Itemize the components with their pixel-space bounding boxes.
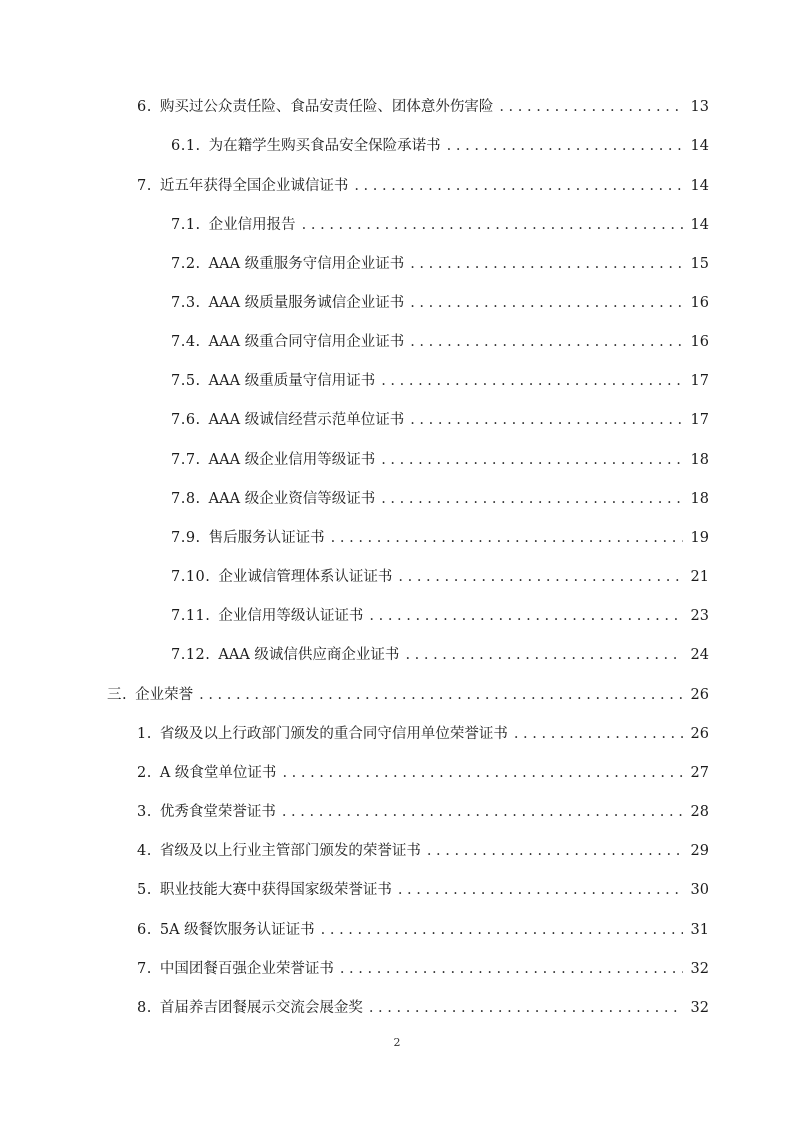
toc-entry[interactable] bbox=[171, 332, 709, 352]
toc-page: 26 bbox=[690, 687, 709, 703]
leader-dots bbox=[499, 97, 683, 117]
toc-entry[interactable] bbox=[171, 371, 709, 391]
toc-title: 售后服务认证证书 bbox=[208, 530, 325, 546]
toc-page: 23 bbox=[690, 608, 709, 624]
toc-title: AAA 级企业信用等级证书 bbox=[208, 452, 376, 468]
toc-entry[interactable] bbox=[171, 567, 709, 587]
toc-page: 29 bbox=[690, 843, 709, 859]
leader-dots bbox=[381, 371, 683, 391]
toc-page: 31 bbox=[690, 922, 709, 938]
toc-entry[interactable] bbox=[137, 763, 709, 783]
toc-number: 7. bbox=[137, 961, 152, 977]
toc-title: 为在籍学生购买食品安全保险承诺书 bbox=[208, 138, 441, 154]
leader-dots bbox=[340, 959, 683, 979]
toc-number: 7.12. bbox=[171, 647, 211, 663]
toc-number: 7.4. bbox=[171, 334, 201, 350]
toc-title: 优秀食堂荣誉证书 bbox=[159, 804, 276, 820]
leader-dots bbox=[381, 489, 683, 509]
toc-title: AAA 级诚信供应商企业证书 bbox=[218, 647, 400, 663]
toc-title: 5A 级餐饮服务认证证书 bbox=[159, 922, 315, 938]
toc-number: 5. bbox=[137, 882, 152, 898]
leader-dots bbox=[282, 763, 683, 783]
toc-title: 企业荣誉 bbox=[135, 687, 194, 703]
toc-entry[interactable] bbox=[137, 880, 709, 900]
toc-entry[interactable] bbox=[137, 841, 709, 861]
toc-number: 7.9. bbox=[171, 530, 201, 546]
toc-entry[interactable] bbox=[171, 489, 709, 509]
leader-dots bbox=[369, 998, 683, 1018]
toc-page: 28 bbox=[690, 804, 709, 820]
toc-page: 19 bbox=[690, 530, 709, 546]
toc-title: 购买过公众责任险、食品安责任险、团体意外伤害险 bbox=[159, 99, 494, 115]
toc-page: 16 bbox=[690, 334, 709, 350]
toc-page: 32 bbox=[690, 1000, 709, 1016]
toc-entry[interactable] bbox=[171, 136, 709, 156]
toc-entry[interactable] bbox=[107, 685, 709, 705]
toc-title: AAA 级企业资信等级证书 bbox=[208, 491, 376, 507]
toc-number: 7.10. bbox=[171, 569, 211, 585]
toc-number: 6. bbox=[137, 922, 152, 938]
leader-dots bbox=[331, 528, 683, 548]
leader-dots bbox=[410, 410, 683, 430]
toc-number: 7.6. bbox=[171, 412, 201, 428]
toc-number: 7. bbox=[137, 178, 152, 194]
leader-dots bbox=[405, 645, 683, 665]
toc-title: 企业诚信管理体系认证证书 bbox=[218, 569, 393, 585]
toc-entry[interactable] bbox=[171, 254, 709, 274]
toc-title: 职业技能大赛中获得国家级荣誉证书 bbox=[159, 882, 392, 898]
toc-title: AAA 级质量服务诚信企业证书 bbox=[208, 295, 405, 311]
toc-entry[interactable] bbox=[171, 606, 709, 626]
toc-page: 18 bbox=[690, 491, 709, 507]
toc-number: 1. bbox=[137, 726, 152, 742]
toc-entry[interactable] bbox=[137, 97, 709, 117]
toc-title: 省级及以上行政部门颁发的重合同守信用单位荣誉证书 bbox=[159, 726, 508, 742]
leader-dots bbox=[302, 215, 683, 235]
toc-entry[interactable] bbox=[137, 920, 709, 940]
toc-title: AAA 级重服务守信用企业证书 bbox=[208, 256, 405, 272]
toc-entry[interactable] bbox=[171, 410, 709, 430]
toc-page: 32 bbox=[690, 961, 709, 977]
toc-entry[interactable] bbox=[137, 176, 709, 196]
toc-entry[interactable] bbox=[137, 998, 709, 1018]
toc-page: 17 bbox=[690, 412, 709, 428]
toc-page: 30 bbox=[690, 882, 709, 898]
toc-page: 14 bbox=[690, 178, 709, 194]
leader-dots bbox=[354, 176, 683, 196]
toc-title: AAA 级诚信经营示范单位证书 bbox=[208, 412, 405, 428]
leader-dots bbox=[381, 450, 683, 470]
toc-title: 企业信用报告 bbox=[208, 217, 296, 233]
toc-number: 4. bbox=[137, 843, 152, 859]
leader-dots bbox=[282, 802, 683, 822]
toc-title: A 级食堂单位证书 bbox=[159, 765, 277, 781]
toc-number: 3. bbox=[137, 804, 152, 820]
toc-title: 首届养吉团餐展示交流会展金奖 bbox=[159, 1000, 363, 1016]
toc-number: 6.1. bbox=[171, 138, 201, 154]
leader-dots bbox=[427, 841, 683, 861]
toc-title: AAA 级重质量守信用证书 bbox=[208, 373, 376, 389]
toc-entry[interactable] bbox=[137, 959, 709, 979]
toc-page: 13 bbox=[690, 99, 709, 115]
toc-page: 24 bbox=[690, 647, 709, 663]
leader-dots bbox=[321, 920, 683, 940]
leader-dots bbox=[514, 724, 683, 744]
toc-number: 7.11. bbox=[171, 608, 211, 624]
leader-dots bbox=[410, 293, 683, 313]
leader-dots bbox=[398, 880, 683, 900]
toc-number: 8. bbox=[137, 1000, 152, 1016]
toc-number: 7.7. bbox=[171, 452, 201, 468]
page-number: 2 bbox=[393, 1036, 401, 1049]
toc-number: 7.5. bbox=[171, 373, 201, 389]
toc-page: 18 bbox=[690, 452, 709, 468]
toc-title: 企业信用等级认证证书 bbox=[218, 608, 364, 624]
toc-page: 15 bbox=[690, 256, 709, 272]
toc-page: 26 bbox=[690, 726, 709, 742]
leader-dots bbox=[410, 254, 683, 274]
toc-number: 2. bbox=[137, 765, 152, 781]
toc-title: 近五年获得全国企业诚信证书 bbox=[159, 178, 349, 194]
toc-number: 三. bbox=[107, 687, 128, 703]
toc-page: 14 bbox=[690, 217, 709, 233]
toc-page: 16 bbox=[690, 295, 709, 311]
toc-entry[interactable] bbox=[171, 450, 709, 470]
toc-entry[interactable] bbox=[171, 645, 709, 665]
toc-title: 省级及以上行业主管部门颁发的荣誉证书 bbox=[159, 843, 421, 859]
toc-entry[interactable] bbox=[137, 724, 709, 744]
toc-title: AAA 级重合同守信用企业证书 bbox=[208, 334, 405, 350]
toc-entry[interactable] bbox=[137, 802, 709, 822]
leader-dots bbox=[369, 606, 683, 626]
leader-dots bbox=[447, 136, 683, 156]
toc-entry[interactable] bbox=[171, 293, 709, 313]
toc-number: 7.3. bbox=[171, 295, 201, 311]
toc-page: 27 bbox=[690, 765, 709, 781]
leader-dots bbox=[398, 567, 683, 587]
toc-number: 7.2. bbox=[171, 256, 201, 272]
toc-page: 17 bbox=[690, 373, 709, 389]
toc-entry[interactable] bbox=[171, 215, 709, 235]
toc-page: 14 bbox=[690, 138, 709, 154]
toc-title: 中国团餐百强企业荣誉证书 bbox=[159, 961, 334, 977]
toc-number: 6. bbox=[137, 99, 152, 115]
leader-dots bbox=[199, 685, 683, 705]
leader-dots bbox=[410, 332, 683, 352]
toc-number: 7.8. bbox=[171, 491, 201, 507]
toc-number: 7.1. bbox=[171, 217, 201, 233]
toc-page: 21 bbox=[690, 569, 709, 585]
toc-entry[interactable] bbox=[171, 528, 709, 548]
